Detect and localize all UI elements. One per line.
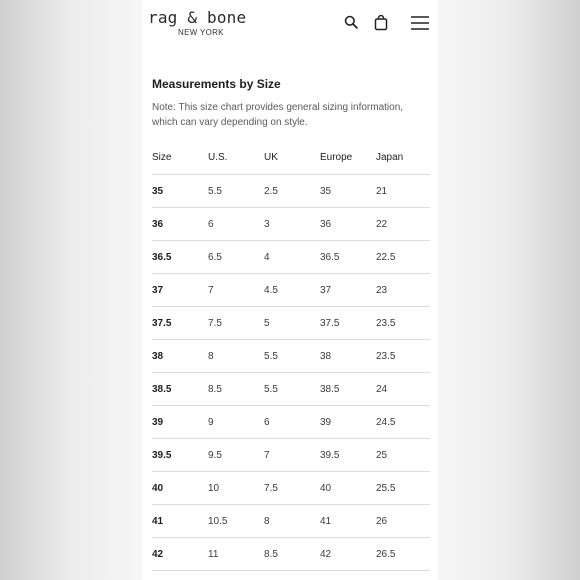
cell-europe: 38.5 [320, 373, 376, 406]
cell-size: 37.5 [152, 307, 208, 340]
cell-us: 8 [208, 340, 264, 373]
cell-europe: 41 [320, 505, 376, 538]
table-row [152, 175, 430, 208]
cell-size: 39 [152, 406, 208, 439]
table-row [152, 439, 430, 472]
cell-europe: 37 [320, 274, 376, 307]
column-header-size: Size [152, 140, 208, 175]
cell-uk: 8 [264, 505, 320, 538]
cell-uk: 4.5 [264, 274, 320, 307]
shopping-bag-icon[interactable] [374, 15, 388, 36]
cell-uk: 2.5 [264, 175, 320, 208]
cell-uk: 7.5 [264, 472, 320, 505]
column-header-uk: UK [264, 140, 320, 175]
cell-us: 6.5 [208, 241, 264, 274]
menu-icon[interactable] [410, 15, 430, 36]
table-row [152, 538, 430, 571]
brand-logo[interactable]: rag & bone [148, 8, 247, 27]
table-header-row [152, 140, 430, 175]
cell-us: 7 [208, 274, 264, 307]
cell-size: 36.5 [152, 241, 208, 274]
phone-screen [142, 0, 438, 580]
search-icon[interactable] [344, 15, 358, 34]
cell-size: 37 [152, 274, 208, 307]
cell-size: 36 [152, 208, 208, 241]
cell-uk: 3 [264, 208, 320, 241]
size-chart-section [152, 76, 428, 571]
cell-us: 6 [208, 208, 264, 241]
table-row [152, 340, 430, 373]
cell-uk: 5.5 [264, 373, 320, 406]
cell-uk: 7 [264, 439, 320, 472]
brand-logo-subtitle: NEW YORK [178, 28, 224, 37]
cell-japan: 23 [376, 274, 430, 307]
cell-size: 38 [152, 340, 208, 373]
cell-japan: 22.5 [376, 241, 430, 274]
cell-uk: 8.5 [264, 538, 320, 571]
cell-japan: 26.5 [376, 538, 430, 571]
cell-japan: 21 [376, 175, 430, 208]
cell-japan: 26 [376, 505, 430, 538]
cell-europe: 42 [320, 538, 376, 571]
cell-japan: 24 [376, 373, 430, 406]
column-header-japan: Japan [376, 140, 430, 175]
cell-europe: 37.5 [320, 307, 376, 340]
size-chart-note: Note: This size chart provides general sizing information, which can vary depending on style. [152, 102, 404, 128]
cell-japan: 23.5 [376, 307, 430, 340]
cell-uk: 5 [264, 307, 320, 340]
cell-size: 38.5 [152, 373, 208, 406]
table-row [152, 307, 430, 340]
table-row [152, 406, 430, 439]
cell-europe: 39.5 [320, 439, 376, 472]
cell-us: 7.5 [208, 307, 264, 340]
cell-us: 9 [208, 406, 264, 439]
cell-europe: 36.5 [320, 241, 376, 274]
cell-europe: 35 [320, 175, 376, 208]
size-table [152, 140, 430, 571]
site-header [142, 0, 438, 48]
table-row [152, 373, 430, 406]
column-header-us: U.S. [208, 140, 264, 175]
cell-japan: 24.5 [376, 406, 430, 439]
cell-europe: 39 [320, 406, 376, 439]
cell-europe: 36 [320, 208, 376, 241]
table-row [152, 274, 430, 307]
cell-europe: 40 [320, 472, 376, 505]
cell-japan: 22 [376, 208, 430, 241]
table-row [152, 241, 430, 274]
table-row [152, 208, 430, 241]
cell-uk: 5.5 [264, 340, 320, 373]
cell-us: 10 [208, 472, 264, 505]
cell-uk: 6 [264, 406, 320, 439]
cell-size: 42 [152, 538, 208, 571]
cell-europe: 38 [320, 340, 376, 373]
cell-us: 9.5 [208, 439, 264, 472]
cell-japan: 25.5 [376, 472, 430, 505]
column-header-europe: Europe [320, 140, 376, 175]
cell-us: 11 [208, 538, 264, 571]
table-row [152, 472, 430, 505]
cell-size: 40 [152, 472, 208, 505]
cell-us: 5.5 [208, 175, 264, 208]
cell-size: 35 [152, 175, 208, 208]
cell-us: 8.5 [208, 373, 264, 406]
cell-uk: 4 [264, 241, 320, 274]
cell-japan: 23.5 [376, 340, 430, 373]
page-title: Measurements by Size [152, 77, 281, 91]
cell-size: 41 [152, 505, 208, 538]
cell-size: 39.5 [152, 439, 208, 472]
table-row [152, 505, 430, 538]
cell-us: 10.5 [208, 505, 264, 538]
cell-japan: 25 [376, 439, 430, 472]
